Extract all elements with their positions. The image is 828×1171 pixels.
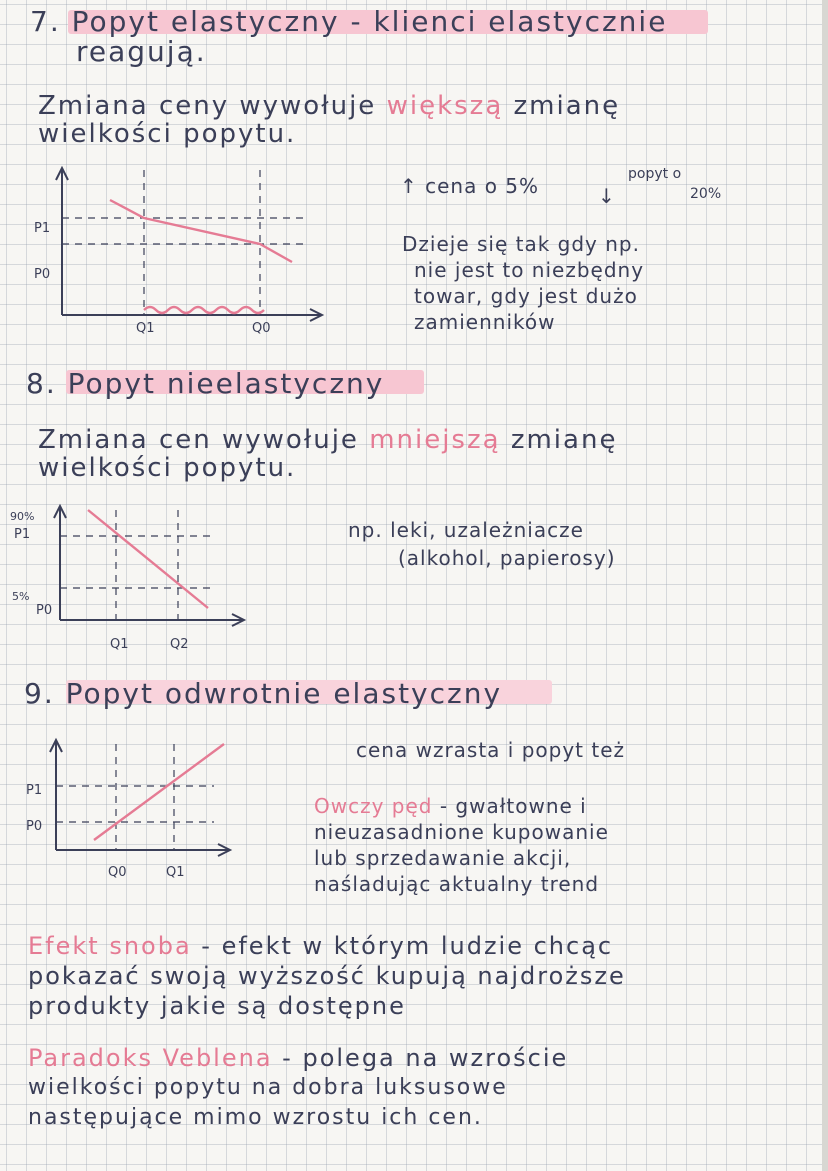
snob-effect-line-3: produkty jakie są dostępne xyxy=(28,992,406,1020)
example-line-2: nie jest to niezbędny xyxy=(414,258,645,282)
demand-change-label: popyt o xyxy=(628,166,682,182)
q0-label: Q0 xyxy=(252,321,271,336)
example-line-1: Dzieje się tak gdy np. xyxy=(402,232,640,256)
veblen-line-1 xyxy=(28,1044,568,1072)
q1-label: Q1 xyxy=(166,865,185,880)
veblen-line-3: następujące mimo wzrostu ich cen. xyxy=(28,1105,483,1130)
inelastic-example-2: (alkohol, papierosy) xyxy=(398,546,616,570)
q0-label: Q0 xyxy=(108,865,127,880)
section-7-title-cont: reagują. xyxy=(76,35,207,68)
section-7-definition xyxy=(38,92,620,120)
snob-text: - efekt w którym ludzie chcąc xyxy=(201,932,614,960)
demand-curve xyxy=(94,744,224,840)
q1-label: Q1 xyxy=(136,321,155,336)
veblen-term: Paradoks Veblena xyxy=(28,1044,273,1072)
def-text-c: zmianę xyxy=(510,425,618,455)
herd-definition-line-1 xyxy=(314,792,587,820)
section-8-title xyxy=(26,367,385,400)
price-change-note: ↑ cena o 5% xyxy=(400,174,540,198)
def-emphasis: większą xyxy=(386,91,504,121)
top-price-note: 90% xyxy=(10,510,35,523)
section-8-number: 8. xyxy=(26,367,57,400)
elastic-demand-graph xyxy=(20,160,330,350)
snob-effect-line-1 xyxy=(28,932,613,960)
herd-definition-line-3: lub sprzedawanie akcji, xyxy=(314,846,572,870)
section-7-definition-cont: wielkości popytu. xyxy=(38,119,297,149)
page-edge xyxy=(822,0,828,1171)
herd-term: Owczy pęd xyxy=(314,794,433,818)
section-7-title: 7. Popyt elastyczny - klienci elastycznie xyxy=(30,5,668,38)
p0-label: P0 xyxy=(26,819,43,834)
example-line-3: towar, gdy jest dużo xyxy=(414,284,638,308)
def-text-a: Zmiana cen wywołuje xyxy=(38,425,359,455)
reverse-elastic-note: cena wzrasta i popyt też xyxy=(356,738,626,762)
section-9-title xyxy=(24,677,503,710)
herd-definition-line-2: nieuzasadnione kupowanie xyxy=(314,820,609,844)
veblen-text: - polega na wzroście xyxy=(282,1044,569,1072)
p1-label: P1 xyxy=(26,783,43,798)
p0-label: P0 xyxy=(34,267,51,282)
section-9-title-text: Popyt odwrotnie elastyczny xyxy=(65,677,503,710)
snob-term: Efekt snoba xyxy=(28,932,192,960)
veblen-line-2: wielkości popytu na dobra luksusowe xyxy=(28,1075,508,1100)
inelastic-example-1: np. leki, uzależniacze xyxy=(348,518,584,542)
herd-definition-line-4: naśladując aktualny trend xyxy=(314,872,600,896)
example-line-4: zamienników xyxy=(414,310,556,334)
q2-label: Q2 xyxy=(170,637,189,652)
reverse-demand-graph xyxy=(14,730,264,890)
def-text-a: Zmiana ceny wywołuje xyxy=(38,91,377,121)
q1-label: Q1 xyxy=(110,637,129,652)
down-arrow-icon: ↓ xyxy=(598,184,616,208)
def-emphasis: mniejszą xyxy=(369,425,501,455)
section-8-definition xyxy=(38,426,617,454)
section-8-title-text: Popyt nieelastyczny xyxy=(67,367,385,400)
low-price-note: 5% xyxy=(12,590,30,603)
quantity-change-mark xyxy=(144,307,264,313)
snob-effect-line-2: pokazać swoją wyższość kupują najdroższe xyxy=(28,962,626,990)
demand-curve xyxy=(110,200,292,262)
section-8-definition-cont: wielkości popytu. xyxy=(38,453,297,483)
section-9-number: 9. xyxy=(24,677,55,710)
herd-text: - gwałtowne i xyxy=(439,794,587,818)
inelastic-demand-graph xyxy=(10,496,270,666)
demand-curve xyxy=(88,510,208,608)
def-text-c: zmianę xyxy=(513,91,621,121)
demand-change-percent: 20% xyxy=(690,186,722,202)
p1-label: P1 xyxy=(14,527,31,542)
p0-label: P0 xyxy=(36,603,53,618)
p1-label: P1 xyxy=(34,221,51,236)
